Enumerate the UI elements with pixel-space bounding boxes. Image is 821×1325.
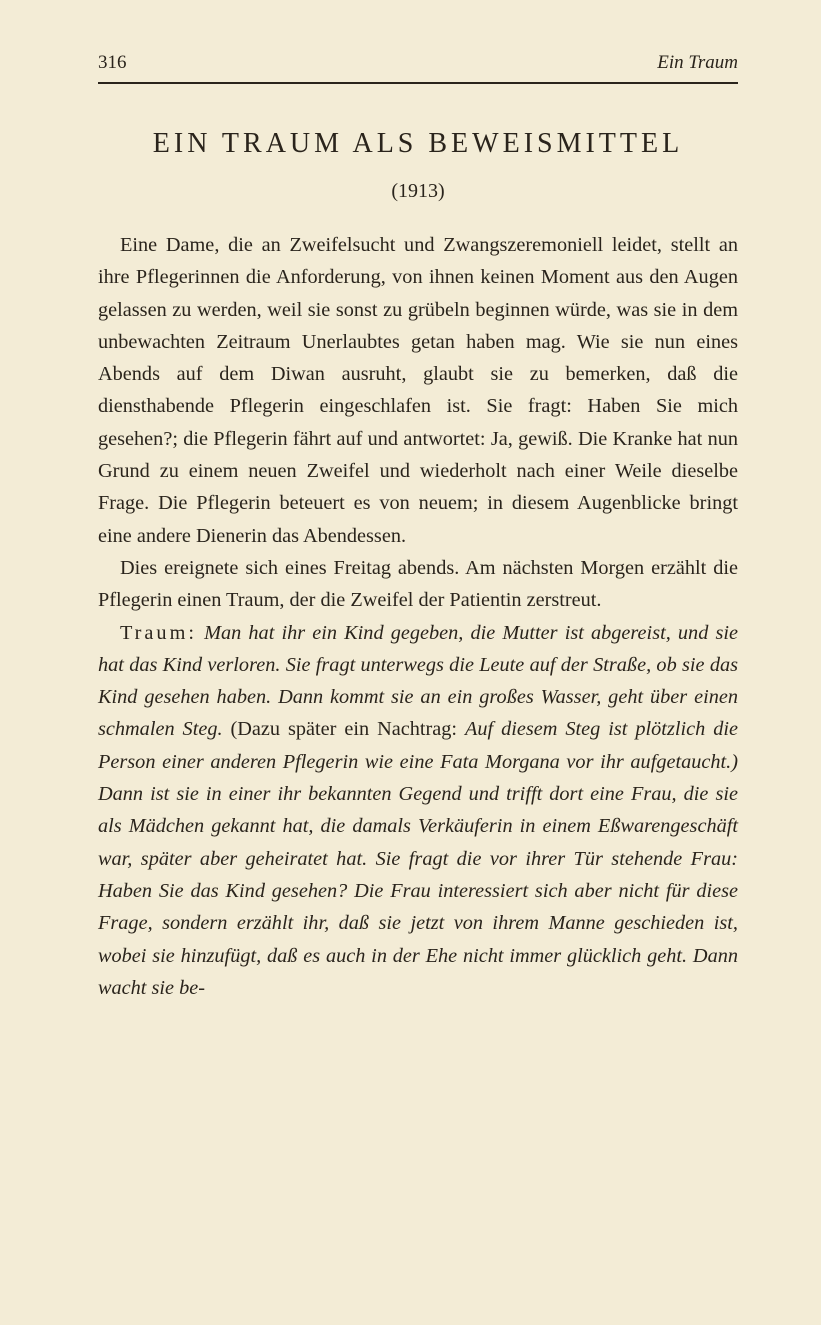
dream-text-2: Auf diesem Steg ist plötzlich die Person einer anderen Pflegerin wie eine Fata Morgana vor ihr aufgetaucht.) xyxy=(98,718,738,773)
dream-lead: Traum: xyxy=(120,621,197,644)
dream-note-open: (Dazu später ein Nachtrag: xyxy=(230,718,458,741)
dream-text-3: Dann ist sie in einer ihr bekannten Gegend und trifft dort eine Frau, die sie als Mädchen gekannt hat, die damals Verkäuferin in einem Eßwarengeschäft war, später aber geheiratet hat. Sie fragt die vor ihrer Tür stehende Frau: Haben Sie das Kind gesehen? Die Frau interessiert sich aber nicht für diese Frage, sondern erzählt ihr, daß sie jetzt von ihrem Manne geschieden ist, wobei sie hinzufügt, daß es auch in der Ehe nicht immer glücklich geht. Dann wacht sie be- xyxy=(98,783,738,999)
chapter-title: EIN TRAUM ALS BEWEISMITTEL xyxy=(152,128,684,159)
chapter-year: (1913) xyxy=(391,180,445,202)
paragraph-2: Dies ereignete sich eines Freitag abends. Am nächsten Morgen erzählt die Pflegerin einen Traum, der die Zweifel der Patientin zerstreut. xyxy=(98,556,738,612)
page-number: 316 xyxy=(98,52,127,73)
body-text xyxy=(98,229,738,1004)
running-head xyxy=(98,52,738,74)
dream-text-1: Man hat ihr ein Kind gegeben, die Mutter ist abgereist, und sie hat das Kind verloren. Sie fragt unterwegs die Leute auf der Straße, ob sie das Kind gesehen haben. Dann kommt sie an ein großes Wasser, geht über einen schmalen Steg. xyxy=(98,621,738,741)
running-section-title: Ein Traum xyxy=(657,52,738,73)
paragraph-1: Eine Dame, die an Zweifelsucht und Zwangszeremoniell leidet, stellt an ihre Pflegerinnen die Anforderung, von ihnen keinen Moment aus den Augen gelassen zu werden, weil sie sonst zu grübeln beginnen würde, was sie in dem unbewachten Zeitraum Unerlaubtes getan haben mag. Wie sie nun eines Abends auf dem Diwan ausruht, glaubt sie zu bemerken, daß die diensthabende Pflegerin eingeschlafen ist. Sie fragt: Haben Sie mich gesehen?; die Pflegerin fährt auf und antwortet: Ja, gewiß. Die Kranke hat nun Grund zu einem neuen Zweifel und wiederholt nach einer Weile dieselbe Frage. Die Pflegerin beteuert es von neuem; in diesem Augenblicke bringt eine andere Dienerin das Abendessen. xyxy=(98,234,738,547)
header-rule xyxy=(98,82,738,84)
paragraph-3 xyxy=(98,617,738,1005)
